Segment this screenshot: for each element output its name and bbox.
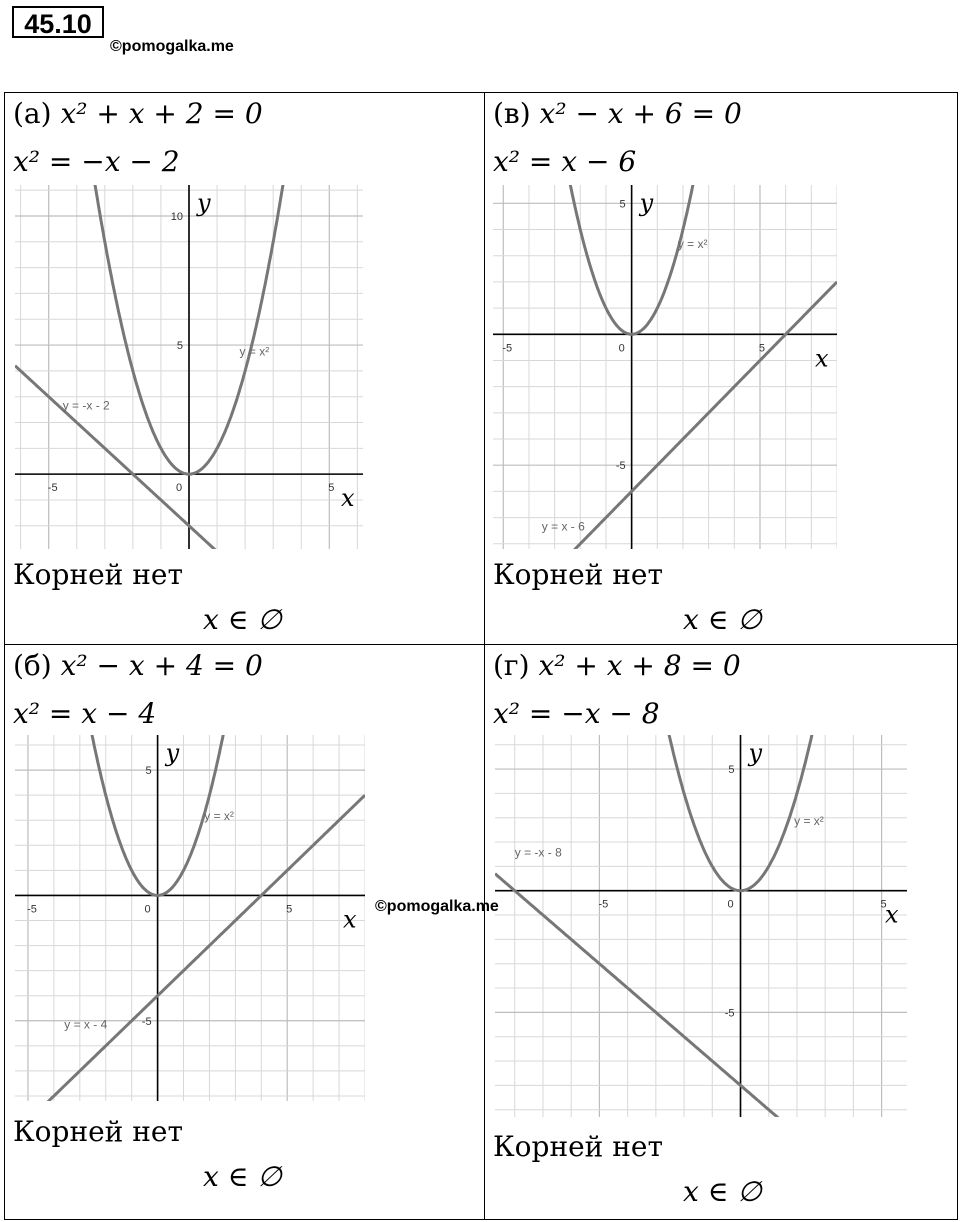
- part-a-graph: [15, 185, 363, 549]
- part-a-cell: [5, 93, 484, 644]
- part-g-conclusion: Корней нет: [493, 1130, 663, 1163]
- line-label: y = x - 6: [541, 519, 585, 534]
- part-b-graph: [15, 735, 365, 1101]
- part-g-answer: x ∈ ∅: [683, 1175, 762, 1208]
- part-b-answer: x ∈ ∅: [203, 1160, 282, 1193]
- part-g-rewritten: x² = −x − 8: [493, 697, 660, 730]
- part-v-rewritten: x² = x − 6: [493, 145, 637, 178]
- tick-label-x-neg: -5: [502, 342, 513, 355]
- part-g-graph: [495, 735, 907, 1117]
- part-v-conclusion: Корней нет: [493, 558, 663, 591]
- tick-label-x-pos: 5: [880, 898, 887, 911]
- tick-label-y-pos: 5: [176, 340, 183, 353]
- line-graph: [15, 366, 270, 549]
- part-v-answer: x ∈ ∅: [683, 603, 762, 636]
- line-label: y = -x - 8: [514, 845, 562, 860]
- part-g-equation: (г) x² + x + 8 = 0: [493, 649, 741, 682]
- solution-table: [4, 92, 958, 1220]
- tick-label-x-neg: -5: [27, 903, 37, 916]
- tick-label-x-pos: 5: [758, 342, 766, 355]
- y-axis-label: y: [197, 189, 211, 217]
- parabola-label: y = x²: [794, 814, 824, 829]
- part-b-conclusion: Корней нет: [13, 1115, 183, 1148]
- y-axis-label: y: [639, 189, 654, 217]
- tick-label-y-neg: -5: [141, 1015, 152, 1028]
- tick-label-y-pos: 5: [619, 198, 626, 211]
- tick-label-x-pos: 5: [328, 482, 335, 495]
- tick-label-x-neg: -5: [598, 898, 609, 911]
- tick-label-x-neg: -5: [47, 482, 58, 495]
- part-a-conclusion: Корней нет: [13, 558, 183, 591]
- line-graph: [524, 282, 837, 549]
- watermark-center: ©pomogalka.me: [375, 898, 499, 915]
- part-v-equation: (в) x² − x + 6 = 0: [493, 97, 742, 130]
- line-label: y = x - 4: [64, 1017, 108, 1032]
- watermark: ©pomogalka.me: [110, 38, 234, 55]
- parabola-label: y = x²: [204, 809, 234, 824]
- y-axis-label: y: [748, 739, 763, 767]
- part-g-cell: [485, 645, 959, 1221]
- part-a-answer: x ∈ ∅: [203, 603, 282, 636]
- y-axis-label: y: [165, 739, 180, 767]
- tick-label-origin: 0: [144, 903, 151, 916]
- line-label: y = -x - 2: [62, 398, 110, 413]
- x-axis-label: x: [815, 344, 829, 373]
- tick-label-y-neg: -5: [724, 1007, 735, 1020]
- tick-label-origin: 0: [618, 342, 625, 355]
- line-graph: [15, 795, 365, 1101]
- part-b-equation: (б) x² − x + 4 = 0: [13, 649, 263, 682]
- parabola-label: y = x²: [239, 344, 270, 359]
- part-v-cell: [485, 93, 959, 644]
- x-axis-label: x: [343, 905, 357, 934]
- tick-label-y-pos: 5: [145, 765, 152, 778]
- x-axis-label: x: [885, 900, 899, 929]
- parabola-label: y = x²: [677, 236, 708, 251]
- tick-label-origin: 0: [175, 482, 183, 495]
- part-b-cell: [5, 645, 484, 1221]
- tick-label-origin: 0: [727, 898, 734, 911]
- line-graph: [495, 874, 833, 1117]
- part-a-equation: (а) x² + x + 2 = 0: [13, 97, 263, 130]
- tick-label-x-pos: 5: [286, 903, 293, 916]
- tick-label-y-neg: -5: [615, 460, 626, 473]
- tick-label-y-pos: 5: [728, 764, 735, 777]
- part-v-graph: [493, 185, 837, 549]
- part-a-rewritten: x² = −x − 2: [13, 145, 180, 178]
- part-b-rewritten: x² = x − 4: [13, 697, 157, 730]
- task-number: 45.10: [12, 6, 104, 38]
- x-axis-label: x: [341, 484, 355, 513]
- tick-label-y-top: 10: [170, 210, 183, 223]
